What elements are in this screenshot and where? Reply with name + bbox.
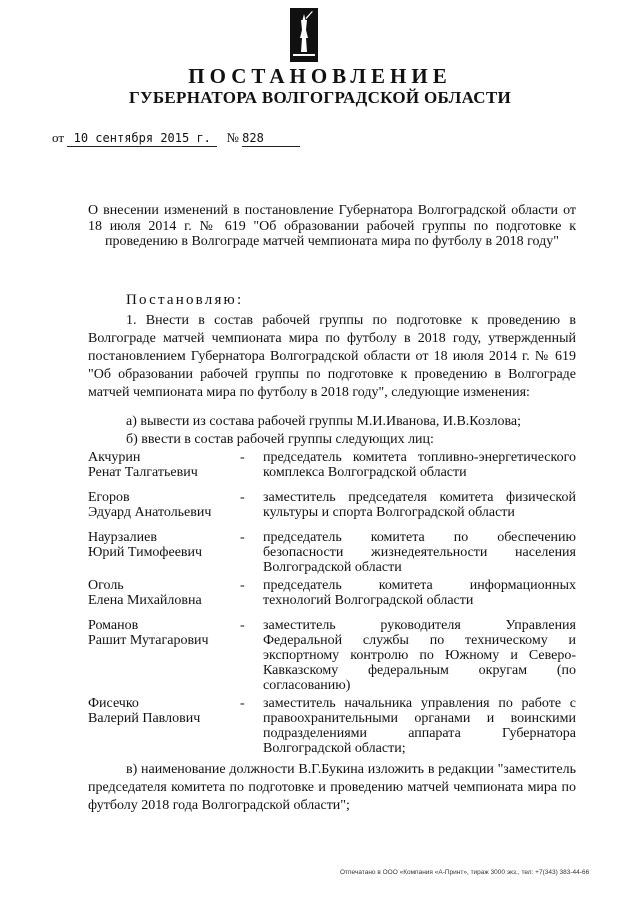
member-role: заместитель руководителя Управления Федеральной службы по техническому и экспортному контролю по Южному и Северо-Кавказскому федеральным округам (по согласованию) <box>263 618 576 693</box>
document-subject: О внесении изменений в постановление Губернатора Волгоградской области от 18 июля 2014 г. № 619 "Об образовании рабочей группы по подготовке к проведению в Волгограде матчей чемпионата мира по футболу в 2018 году" <box>88 203 576 249</box>
member-name: Наурзалиев Юрий Тимофеевич <box>88 530 203 560</box>
member-dash: - <box>240 490 245 505</box>
document-date: 10 сентября 2015 г. <box>67 131 217 147</box>
document-title: ПОСТАНОВЛЕНИЕ <box>188 64 452 88</box>
member-name: Романов Рашит Мутагарович <box>88 618 209 648</box>
decree-word: Постановляю: <box>126 292 244 308</box>
member-dash: - <box>240 618 245 633</box>
member-role: заместитель начальника управления по работе с правоохранительными органами и воинскими подразделениями аппарата Губернатора Волгоградской области; <box>263 696 576 756</box>
document-number: 828 <box>242 131 300 147</box>
item-a: а) вывести из состава рабочей группы М.И.Иванова, И.В.Козлова; <box>126 414 521 429</box>
member-role: председатель комитета по обеспечению безопасности жизнедеятельности населения Волгоградской области <box>263 530 576 575</box>
from-label: от <box>52 130 65 145</box>
member-dash: - <box>240 578 245 593</box>
item-b: б) ввести в состав рабочей группы следующих лиц: <box>126 432 434 447</box>
member-role: заместитель председателя комитета физической культуры и спорта Волгоградской области <box>263 490 576 520</box>
paragraph-1: 1. Внести в состав рабочей группы по подготовке к проведению в Волгограде матчей чемпионата мира по футболу в 2018 году, утвержденный постановлением Губернатора Волгоградской области от 18 июля 2014 г. № 619 "Об образовании рабочей группы по подготовке к проведению в Волгограде матчей чемпионата мира по футболу в 2018 году", следующие изменения: <box>88 313 576 400</box>
member-role: председатель комитета топливно-энергетического комплекса Волгоградской области <box>263 450 576 480</box>
document-issuer: ГУБЕРНАТОРА ВОЛГОГРАДСКОЙ ОБЛАСТИ <box>128 88 512 107</box>
member-name: Фисечко Валерий Павлович <box>88 696 201 726</box>
member-dash: - <box>240 450 245 465</box>
volgograd-emblem-icon <box>290 8 318 62</box>
member-role: председатель комитета информационных технологий Волгоградской области <box>263 578 576 608</box>
member-name: Оголь Елена Михайловна <box>88 578 202 608</box>
printer-footer: Отпечатано в ООО «Компания «А-Принт», тираж 3000 экз., тел: +7(343) 383-44-66 <box>340 869 590 876</box>
item-v: в) наименование должности В.Г.Букина изложить в редакции "заместитель председателя комитета по подготовке и проведению матчей чемпионата мира по футболу 2018 года Волгоградской области"; <box>88 762 576 813</box>
member-name: Акчурин Ренат Талгатьевич <box>88 450 198 480</box>
member-name: Егоров Эдуард Анатольевич <box>88 490 212 520</box>
member-dash: - <box>240 696 245 711</box>
member-dash: - <box>240 530 245 545</box>
number-label: № <box>226 130 239 145</box>
date-number-line <box>52 130 300 147</box>
